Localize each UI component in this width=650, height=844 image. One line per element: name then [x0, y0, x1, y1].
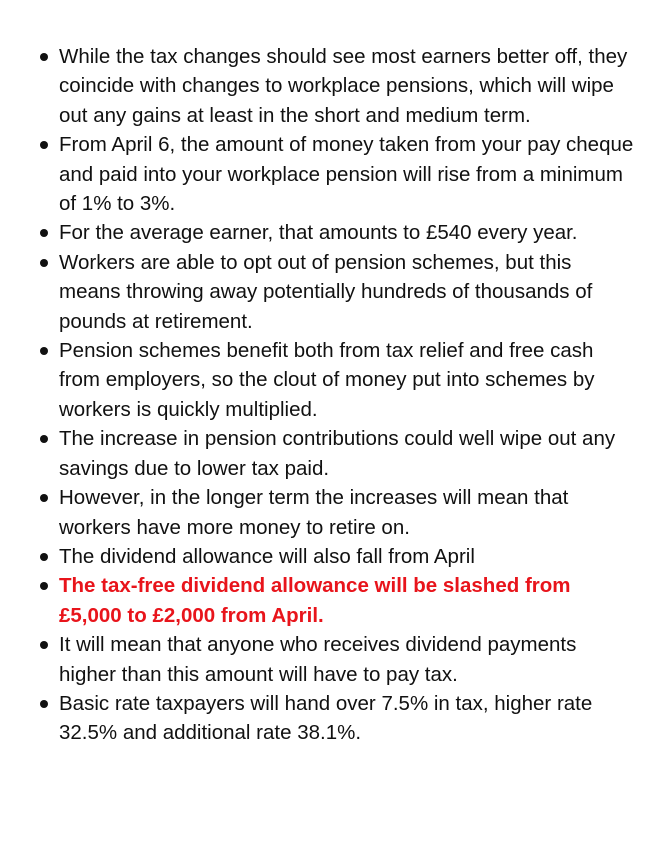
- bullet-icon: [40, 582, 48, 590]
- bullet-icon: [40, 435, 48, 443]
- bullet-item: [38, 542, 634, 571]
- bullet-item: [38, 630, 634, 689]
- bullet-text: Basic rate taxpayers will hand over 7.5% in tax, higher rate 32.5% and additional rate 38.1%.: [59, 691, 593, 745]
- bullet-item: [38, 218, 634, 247]
- bullet-text: It will mean that anyone who receives dividend payments higher than this amount will have to pay tax.: [59, 633, 577, 686]
- bullet-item: [38, 42, 634, 130]
- bullet-item: [38, 689, 634, 748]
- bullet-text: From April 6, the amount of money taken from your pay cheque and paid into your workplace pension will rise from a minimum of 1% to 3%.: [59, 133, 634, 216]
- bullet-item: [38, 336, 634, 424]
- bullet-icon: [40, 700, 48, 708]
- bullet-icon: [40, 53, 48, 61]
- bullet-icon: [40, 229, 48, 237]
- bullet-icon: [40, 641, 48, 649]
- bullet-icon: [40, 259, 48, 267]
- bullet-item-highlight: [38, 571, 634, 630]
- bullet-text: The increase in pension contributions could well wipe out any savings due to lower tax paid.: [59, 427, 616, 480]
- bullet-icon: [40, 553, 48, 561]
- bullet-text: While the tax changes should see most earners better off, they coincide with changes to workplace pensions, which will wipe out any gains at least in the short and medium term.: [59, 45, 628, 127]
- bullet-text: However, in the longer term the increases will mean that workers have more money to retire on.: [59, 486, 569, 539]
- bullet-item: [38, 483, 634, 542]
- bullet-text: Pension schemes benefit both from tax relief and free cash from employers, so the clout of money put into schemes by workers is quickly multiplied.: [59, 339, 595, 421]
- bullet-text: For the average earner, that amounts to £540 every year.: [59, 221, 578, 245]
- bullet-icon: [40, 347, 48, 355]
- bullet-text-highlight: The tax-free dividend allowance will be slashed from £5,000 to £2,000 from April.: [59, 574, 571, 627]
- bullet-text: The dividend allowance will also fall from April: [59, 544, 475, 568]
- article-body: [38, 42, 634, 748]
- bullet-icon: [40, 494, 48, 502]
- bullet-text: Workers are able to opt out of pension schemes, but this means throwing away potentially hundreds of thousands of pounds at retirement.: [59, 250, 593, 333]
- bullet-item: [38, 130, 634, 218]
- bullet-icon: [40, 141, 48, 149]
- bullet-item: [38, 248, 634, 336]
- bullet-item: [38, 424, 634, 483]
- bullet-list: [38, 42, 634, 748]
